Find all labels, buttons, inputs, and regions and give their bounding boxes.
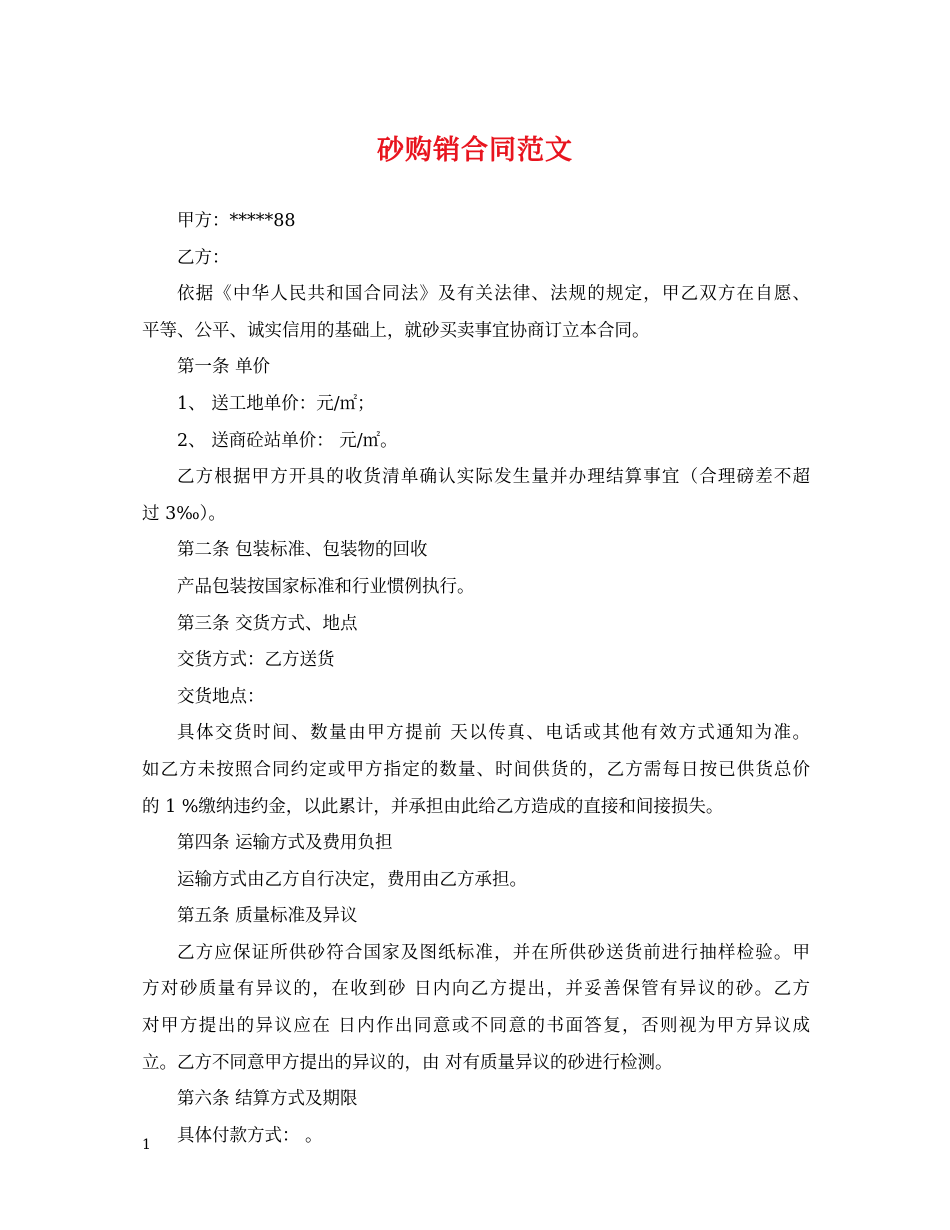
packaging-standard-line: 产品包装按国家标准和行业惯例执行。 bbox=[177, 576, 475, 597]
concrete-station-price-line: 2、 送商砼站单价： 元/㎡。 bbox=[177, 430, 398, 451]
quality-objection-line-2: 方对砂质量有异议的，在收到砂 日内向乙方提出，并妥善保管有异议的砂。乙方 bbox=[142, 979, 810, 1000]
party-b-line: 乙方： bbox=[177, 247, 230, 268]
quality-objection-line-3: 对甲方提出的异议应在 日内作出同意或不同意的书面答复，否则视为甲方异议成 bbox=[142, 1016, 810, 1037]
settlement-line-1: 乙方根据甲方开具的收货清单确认实际发生量并办理结算事宜（合理磅差不超 bbox=[177, 467, 810, 488]
legal-basis-line-2: 平等、公平、诚实信用的基础上，就砂买卖事宜协商订立本合同。 bbox=[142, 320, 650, 341]
delivery-notice-line-1: 具体交货时间、数量由甲方提前 天以传真、电话或其他有效方式通知为准。 bbox=[177, 723, 810, 744]
settlement-line-2: 过 3‰）。 bbox=[142, 503, 226, 524]
payment-method-line: 具体付款方式： 。 bbox=[177, 1125, 323, 1146]
document-title: 砂购销合同范文 bbox=[377, 135, 573, 166]
quality-objection-line-4: 立。乙方不同意甲方提出的异议的，由 对有质量异议的砂进行检测。 bbox=[142, 1052, 673, 1073]
transport-cost-line: 运输方式由乙方自行决定，费用由乙方承担。 bbox=[177, 869, 527, 890]
delivery-notice-line-3: 的 1 %缴纳违约金，以此累计，并承担由此给乙方造成的直接和间接损失。 bbox=[142, 796, 724, 817]
article-2-heading: 第二条 包装标准、包装物的回收 bbox=[177, 540, 428, 561]
article-5-heading: 第五条 质量标准及异议 bbox=[177, 906, 358, 927]
contract-body bbox=[142, 203, 810, 1154]
article-4-heading: 第四条 运输方式及费用负担 bbox=[177, 833, 393, 854]
party-a-line: 甲方：*****88 bbox=[177, 211, 296, 231]
quality-objection-line-1: 乙方应保证所供砂符合国家及图纸标准，并在所供砂送货前进行抽样检验。甲 bbox=[177, 942, 810, 963]
delivery-location-line: 交货地点： bbox=[177, 686, 265, 707]
delivery-method-line: 交货方式：乙方送货 bbox=[177, 650, 335, 671]
article-6-heading: 第六条 结算方式及期限 bbox=[177, 1089, 358, 1110]
delivery-notice-line-2: 如乙方未按照合同约定或甲方指定的数量、时间供货的，乙方需每日按已供货总价 bbox=[142, 759, 810, 780]
site-delivery-price-line: 1、 送工地单价：元/㎡； bbox=[177, 393, 375, 414]
legal-basis-line-1: 依据《中华人民共和国合同法》及有关法律、法规的规定，甲乙双方在自愿、 bbox=[177, 284, 810, 305]
article-3-heading: 第三条 交货方式、地点 bbox=[177, 613, 358, 634]
page-number: 1 bbox=[142, 1137, 151, 1153]
article-1-heading: 第一条 单价 bbox=[177, 357, 271, 378]
